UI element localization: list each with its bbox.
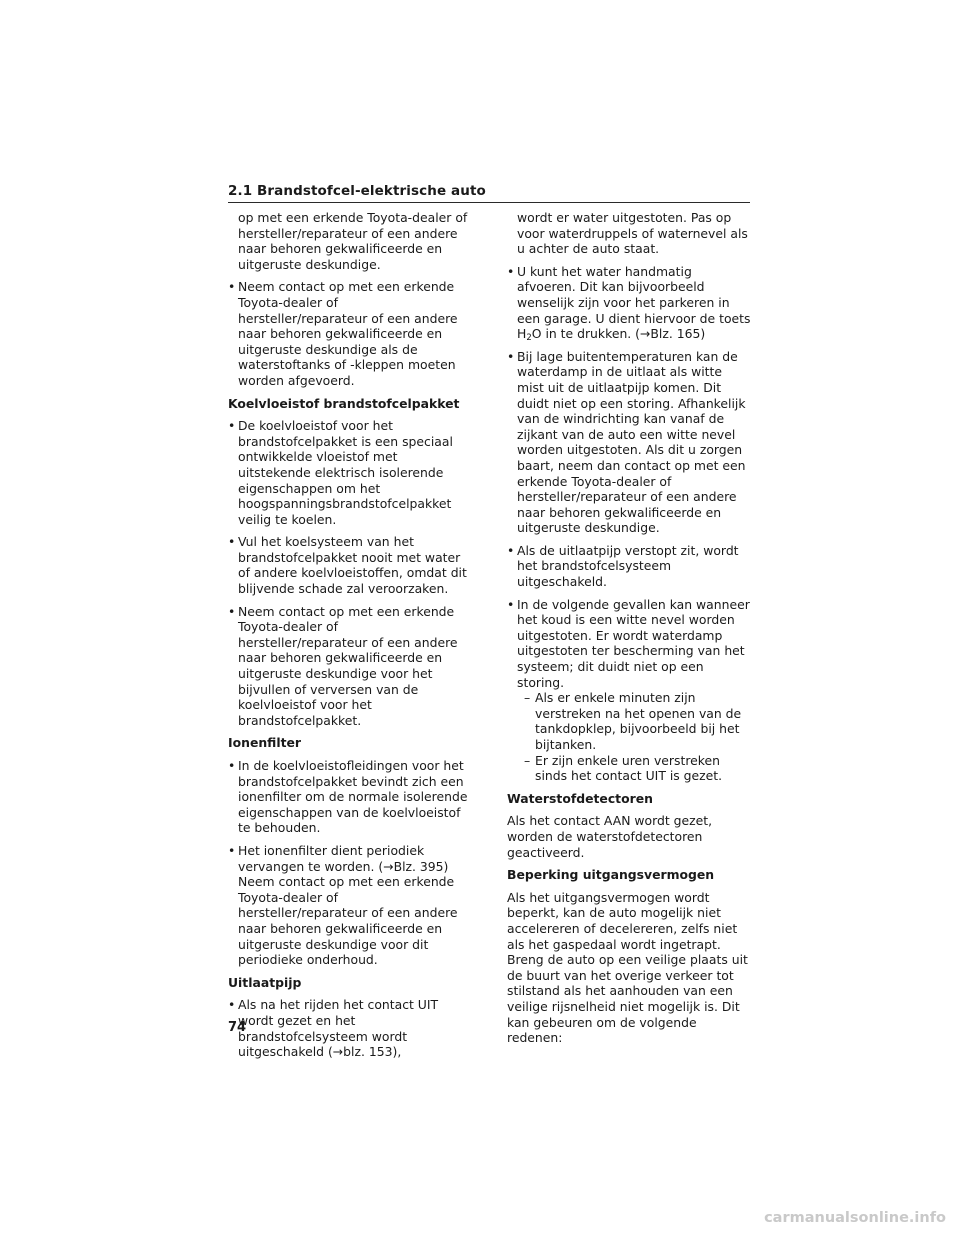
bullet-icon: • bbox=[228, 534, 236, 550]
page-reference-link[interactable]: →blz. 153), bbox=[332, 1044, 402, 1060]
bullet-icon: • bbox=[228, 279, 236, 295]
sub-list-item bbox=[507, 690, 751, 752]
bullet-text: Bij lage buitentemperaturen kan de waterdamp in de uitlaat als witte mist uit de uitlaatpijp komen. Dit duidt niet op een storing. Afhankelijk van de windrichting kan vanaf de zijkant van de auto een witte nevel worden uitgestoten. Als dit u zorgen baart, neem dan contact op met een erkende Toyota-dealer of hersteller/reparateur of een andere naar behoren gekwalificeerde en uitgeruste deskundige. bbox=[517, 348, 746, 536]
bullet-text-part: O in te drukken. ( bbox=[531, 326, 641, 342]
bullet-text-part: Als na het rijden het contact UIT wordt gezet en het brandstofcelsysteem wordt uitgeschakeld ( bbox=[238, 997, 439, 1060]
section-title: 2.1 Brandstofcel-elektrische auto bbox=[228, 183, 486, 199]
bullet-item bbox=[228, 843, 470, 968]
watermark-logo: carmanualsonline.info bbox=[764, 1210, 946, 1226]
paragraph: Als het uitgangsvermogen wordt beperkt, kan de auto mogelijk niet accelereren of decelereren, zelfs niet als het gaspedaal wordt ingetrapt. Breng de auto op een veilige plaats uit de buurt van het overige verkeer tot stilstand als het aanhouden van een veilige rijsnelheid niet mogelijk is. Dit kan gebeuren om de volgende redenen: bbox=[507, 889, 748, 1046]
bullet-item bbox=[228, 997, 470, 1059]
bullet-icon: • bbox=[507, 348, 515, 364]
subscript: 2 bbox=[526, 333, 532, 344]
bullet-item bbox=[228, 604, 470, 729]
bullet-item bbox=[507, 349, 751, 536]
sub-list bbox=[507, 690, 751, 784]
heading-power-limitation: Beperking uitgangsvermogen bbox=[507, 867, 715, 883]
continued-paragraph: op met een erkende Toyota-dealer of hersteller/reparateur of een andere naar behoren gekwalificeerde en uitgeruste deskundige. bbox=[238, 210, 468, 272]
page-reference-link[interactable]: →Blz. 165) bbox=[640, 326, 706, 342]
bullet-text bbox=[238, 997, 470, 1059]
page-reference-link[interactable]: →Blz. 395) bbox=[383, 858, 449, 874]
bullet-item bbox=[507, 543, 751, 590]
bullet-item bbox=[228, 534, 470, 596]
bullet-item bbox=[228, 418, 470, 527]
bullet-text: In de koelvloeistofleidingen voor het brandstofcelpakket bevindt zich een ionenfilter om de normale isolerende eigenschappen van de koelvloeistof te behouden. bbox=[238, 758, 468, 836]
bullet-text: Als de uitlaatpijp verstopt zit, wordt het brandstofcelsysteem uitgeschakeld. bbox=[517, 542, 739, 590]
bullet-icon: • bbox=[228, 842, 236, 858]
bullet-icon: • bbox=[228, 603, 236, 619]
bullet-item bbox=[228, 279, 470, 388]
heading-coolant: Koelvloeistof brandstofcelpakket bbox=[228, 395, 460, 411]
bullet-text: De koelvloeistof voor het brandstofcelpakket is een speciaal ontwikkelde vloeistof met uitstekende elektrisch isolerende eigenschappen om het hoogspanningsbrandstofcelpakket veilig te koelen. bbox=[238, 418, 453, 527]
bullet-icon: • bbox=[507, 596, 515, 612]
sub-list-item bbox=[507, 753, 751, 784]
bullet-text: Neem contact op met een erkende Toyota-dealer of hersteller/reparateur of een andere naar behoren gekwalificeerde en uitgeruste deskundige voor het bijvullen of verversen van de koelvloeistof voor het brandstofcelpakket. bbox=[238, 603, 458, 728]
bullet-text: In de volgende gevallen kan wanneer het koud is een witte nevel worden uitgestoten. Er wordt waterdamp uitgestoten ter bescherming van het systeem; dit duidt niet op een storing. bbox=[517, 596, 750, 690]
bullet-text-part: Neem contact op met een erkende Toyota-dealer of hersteller/reparateur of een andere naar behoren gekwalificeerde en uitgeruste deskundige voor dit periodieke onderhoud. bbox=[238, 874, 458, 968]
dash-icon: – bbox=[524, 690, 531, 706]
bullet-icon: • bbox=[228, 418, 236, 434]
bullet-text-part: U kunt het water handmatig afvoeren. Dit kan bijvoorbeeld wenselijk zijn voor het parkeren in een garage. U dient hiervoor de toets H bbox=[517, 263, 751, 342]
page-header bbox=[228, 180, 750, 203]
bullet-icon: • bbox=[507, 263, 515, 279]
bullet-item bbox=[507, 264, 751, 342]
sub-list-text: Er zijn enkele uren verstreken sinds het contact UIT is gezet. bbox=[535, 752, 723, 784]
left-column bbox=[228, 210, 470, 1067]
paragraph: Als het contact AAN wordt gezet, worden de waterstofdetectoren geactiveerd. bbox=[507, 813, 713, 860]
sub-list-text: Als er enkele minuten zijn verstreken na het openen van de tankdopklep, bijvoorbeeld bij het bijtanken. bbox=[535, 690, 742, 752]
bullet-icon: • bbox=[228, 758, 236, 773]
bullet-text-part: Het ionenfilter dient periodiek vervangen te worden. ( bbox=[238, 842, 425, 874]
heading-hydrogen-detectors: Waterstofdetectoren bbox=[507, 790, 653, 806]
bullet-item bbox=[507, 597, 751, 691]
continued-paragraph: wordt er water uitgestoten. Pas op voor waterdruppels of waternevel als u achter de auto staat. bbox=[517, 210, 748, 257]
bullet-icon: • bbox=[228, 997, 236, 1013]
bullet-text: Vul het koelsysteem van het brandstofcelpakket nooit met water of andere koelvloeistoffen, omdat dit blijvende schade zal veroorzaken. bbox=[238, 534, 467, 597]
right-column bbox=[507, 210, 751, 1053]
bullet-icon: • bbox=[507, 542, 515, 558]
heading-ion-filter: Ionenfilter bbox=[228, 735, 302, 751]
page-number: 74 bbox=[228, 1020, 247, 1035]
bullet-text bbox=[517, 264, 751, 342]
dash-icon: – bbox=[524, 752, 531, 768]
bullet-text bbox=[238, 843, 470, 968]
bullet-text: Neem contact op met een erkende Toyota-dealer of hersteller/reparateur of een andere naar behoren gekwalificeerde en uitgeruste deskundige als de waterstoftanks of -kleppen moeten worden afgevoerd. bbox=[238, 279, 458, 388]
heading-exhaust: Uitlaatpijp bbox=[228, 974, 302, 990]
bullet-item bbox=[228, 758, 470, 836]
